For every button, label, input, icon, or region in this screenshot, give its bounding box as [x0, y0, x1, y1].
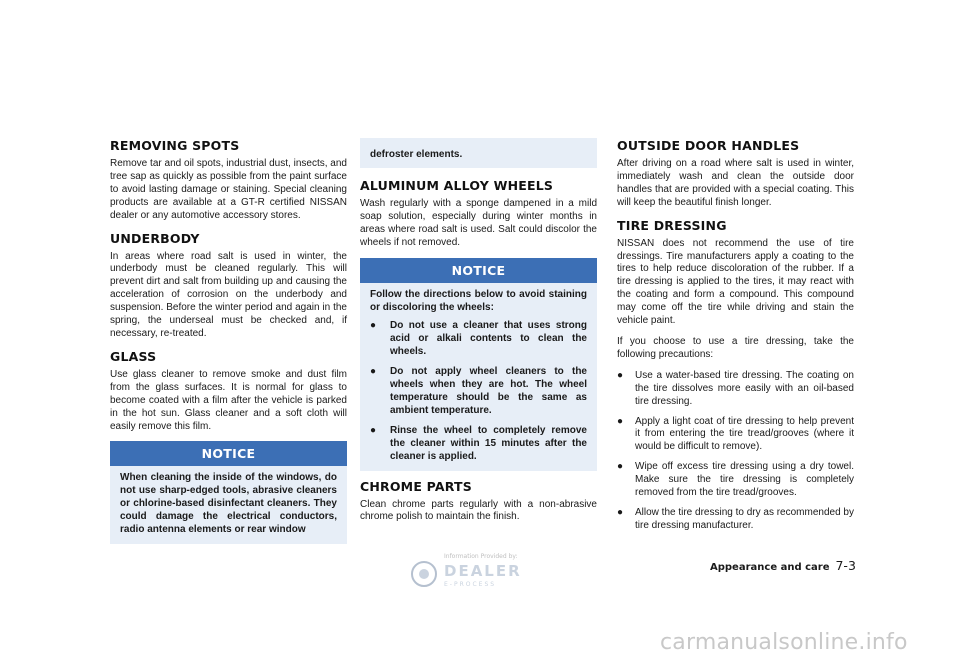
page-footer — [710, 558, 870, 573]
bullet-icon: ● — [370, 366, 377, 378]
notice-text-glass: When cleaning the inside of the windows, do not use sharp-edged tools, abrasive cleaners or chlorine-based disinfectant cleaners. They could damage the electrical conductors, radio antenna elements or rear window — [120, 472, 337, 536]
list-item — [370, 425, 587, 464]
paragraph-glass: Use glass cleaner to remove smoke and dust film from the glass surfaces. It is normal for glass to become coated with a film after the vehicle is parked in the hot sun. Glass cleaner and a soft cloth will easily remove this film. — [110, 368, 347, 432]
heading-chrome: CHROME PARTS — [360, 478, 472, 494]
list-item-text: Wipe off excess tire dressing using a dry towel. Make sure the tire dressing is completely removed from the tire tread/grooves. — [635, 461, 854, 499]
bullet-icon: ● — [617, 461, 624, 473]
section-door-handles — [617, 138, 854, 210]
bullet-icon: ● — [370, 320, 377, 332]
section-removing-spots — [110, 138, 347, 223]
notice-box-glass — [110, 441, 347, 544]
column-2 — [360, 138, 597, 532]
bullet-icon: ● — [370, 424, 377, 436]
paragraph-removing-spots: Remove tar and oil spots, industrial dust, insects, and tree sap as quickly as possible from the paint surface to avoid lasting damage or staining. Special cleaning products are available at a GT-R certified NISSAN dealer or any automotive accessory stores. — [110, 158, 347, 221]
notice-header: NOTICE — [110, 441, 347, 466]
list-item-text: Do not apply wheel cleaners to the wheels when they are hot. The wheel temperature should be the same as ambient temperature. — [390, 366, 587, 416]
section-chrome — [360, 479, 597, 525]
notice-continued — [360, 138, 597, 168]
heading-removing-spots: REMOVING SPOTS — [110, 138, 240, 153]
heading-underbody: UNDERBODY — [110, 230, 200, 246]
watermark-logo-icon — [410, 550, 550, 590]
column-3 — [617, 138, 854, 540]
bullet-icon: ● — [617, 369, 624, 381]
list-item — [617, 461, 854, 500]
site-watermark: carmanualsonline.info — [660, 630, 908, 655]
list-item — [370, 366, 587, 418]
column-1 — [110, 138, 347, 552]
notice-lead-wheels: Follow the directions below to avoid staining or discoloring the wheels: — [370, 288, 587, 313]
section-glass — [110, 349, 347, 434]
paragraph-underbody: In areas where road salt is used in winter, the underbody must be cleaned regularly. This will prevent dirt and salt from building up and causing the acceleration of corrosion on the underbody and suspension. Before the winter period and again in the spring, the underseal must be checked and, if necessary, re-treated. — [110, 250, 347, 339]
bullet-icon: ● — [617, 415, 624, 427]
dealer-watermark-logo — [410, 550, 550, 590]
notice-header: NOTICE — [360, 258, 597, 283]
section-tire-dressing — [617, 218, 854, 533]
list-item — [617, 416, 854, 455]
list-item — [370, 320, 587, 359]
paragraph-chrome: Clean chrome parts regularly with a non-abrasive chrome polish to maintain the finish. — [360, 498, 597, 523]
paragraph-door-handles: After driving on a road where salt is used in winter, immediately wash and clean the outside door handles that are provided with a special coating. This will keep the beautiful finish longer. — [617, 158, 854, 208]
watermark-line-2: DEALER — [444, 562, 522, 580]
heading-door-handles: OUTSIDE DOOR HANDLES — [617, 138, 800, 153]
list-item-text: Do not use a cleaner that uses strong acid or alkali contents to clean the wheels. — [390, 320, 587, 358]
paragraph-tire-dressing-1: NISSAN does not recommend the use of tire dressings. Tire manufacturers apply a coating to the tires to help reduce discoloration of the rubber. If a tire dressing is applied to the tires, it may react with the coating and form a compound. This compound may come off the tire while driving and stain the vehicle paint. — [617, 237, 854, 327]
list-item — [617, 370, 854, 409]
heading-tire-dressing: TIRE DRESSING — [617, 217, 727, 233]
list-item-text: Use a water-based tire dressing. The coating on the tire dissolves more easily with an oil-based tire dressing. — [635, 369, 854, 407]
notice-box-wheels — [360, 258, 597, 471]
page-number: 7-3 — [835, 558, 856, 573]
list-item-text: Rinse the wheel to completely remove the cleaner within 15 minutes after the cleaner is applied. — [390, 424, 587, 462]
notice-list-wheels — [370, 320, 587, 463]
watermark-line-1: Information Provided by: — [444, 553, 518, 560]
heading-alloy-wheels: ALUMINUM ALLOY WHEELS — [360, 178, 554, 193]
paragraph-alloy-wheels: Wash regularly with a sponge dampened in a mild soap solution, especially during winter months in areas where road salt is used. Salt could discolor the wheels if not removed. — [360, 198, 597, 248]
notice-continued-text: defroster elements. — [370, 149, 463, 160]
list-item — [617, 507, 854, 533]
tire-dressing-list — [617, 370, 854, 533]
bullet-icon: ● — [617, 506, 624, 518]
list-item-text: Allow the tire dressing to dry as recommended by tire dressing manufacturer. — [635, 506, 854, 531]
notice-body — [110, 466, 347, 544]
footer-section-title: Appearance and care — [710, 562, 830, 573]
watermark-line-3: E-PROCESS — [444, 581, 497, 588]
section-underbody — [110, 231, 347, 341]
list-item-text: Apply a light coat of tire dressing to help prevent it from entering the tire tread/grooves (where it would be difficult to remove). — [635, 415, 854, 453]
heading-glass: GLASS — [110, 348, 157, 364]
notice-body — [360, 283, 597, 471]
section-alloy-wheels — [360, 178, 597, 250]
paragraph-tire-dressing-2: If you choose to use a tire dressing, take the following precautions: — [617, 335, 854, 360]
